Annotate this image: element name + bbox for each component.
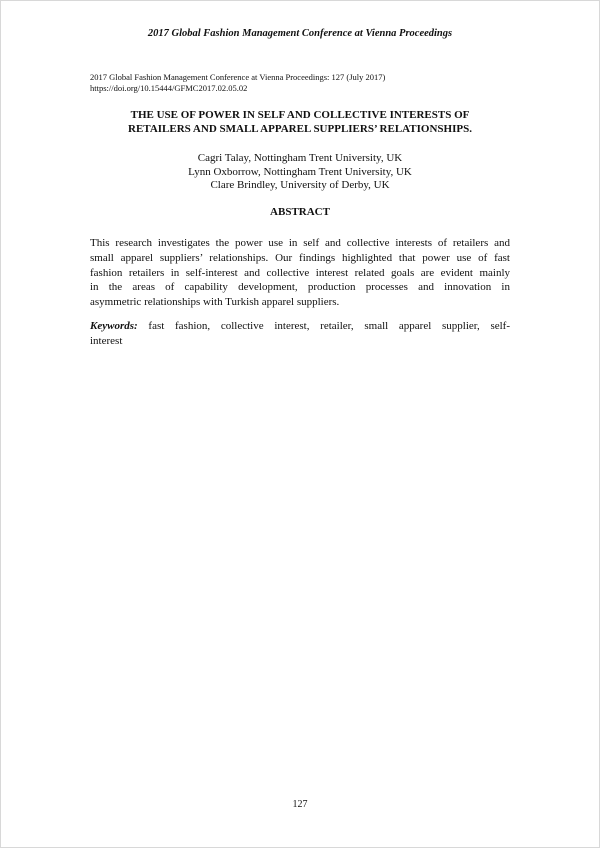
title-line: THE USE OF POWER IN SELF AND COLLECTIVE INTERESTS OF xyxy=(130,109,470,121)
abstract-line: asymmetric relationships with Turkish apparel suppliers. xyxy=(90,296,340,309)
keywords-text: fast fashion, collective interest, retailer, small apparel supplier, self- xyxy=(148,320,511,332)
citation-block xyxy=(90,72,510,94)
paper-title xyxy=(90,108,510,136)
keywords-block xyxy=(90,319,510,349)
author-list xyxy=(90,152,510,193)
keywords-label: Keywords: xyxy=(90,320,138,332)
author-entry: Clare Brindley, University of Derby, UK xyxy=(210,179,390,191)
citation-line: 2017 Global Fashion Management Conference at Vienna Proceedings: 127 (July 2017) xyxy=(90,72,386,82)
author-entry: Lynn Oxborrow, Nottingham Trent University, UK xyxy=(188,165,412,178)
abstract-body xyxy=(90,236,510,310)
abstract-line: This research investigates the power use in self and collective interests of retailers and xyxy=(90,237,510,249)
abstract-line: small apparel suppliers’ relationships. Our findings highlighted that power use of fast xyxy=(90,251,510,264)
page-number: 127 xyxy=(292,799,308,810)
doi-link[interactable]: https://doi.org/10.15444/GFMC2017.02.05.02 xyxy=(90,83,248,93)
keywords-line xyxy=(90,319,510,334)
running-header: 2017 Global Fashion Management Conference at Vienna Proceedings xyxy=(147,28,453,39)
author-entry: Cagri Talay, Nottingham Trent University, UK xyxy=(197,152,403,164)
abstract-line: in the areas of capability development, production processes and innovation in xyxy=(90,281,510,294)
abstract-line: fashion retailers in self-interest and collective interest related goals are evident mainly xyxy=(90,266,510,279)
title-line: RETAILERS AND SMALL APPAREL SUPPLIERS’ RELATIONSHIPS. xyxy=(128,123,472,135)
keywords-line: interest xyxy=(90,334,123,347)
abstract-heading: ABSTRACT xyxy=(270,206,330,218)
